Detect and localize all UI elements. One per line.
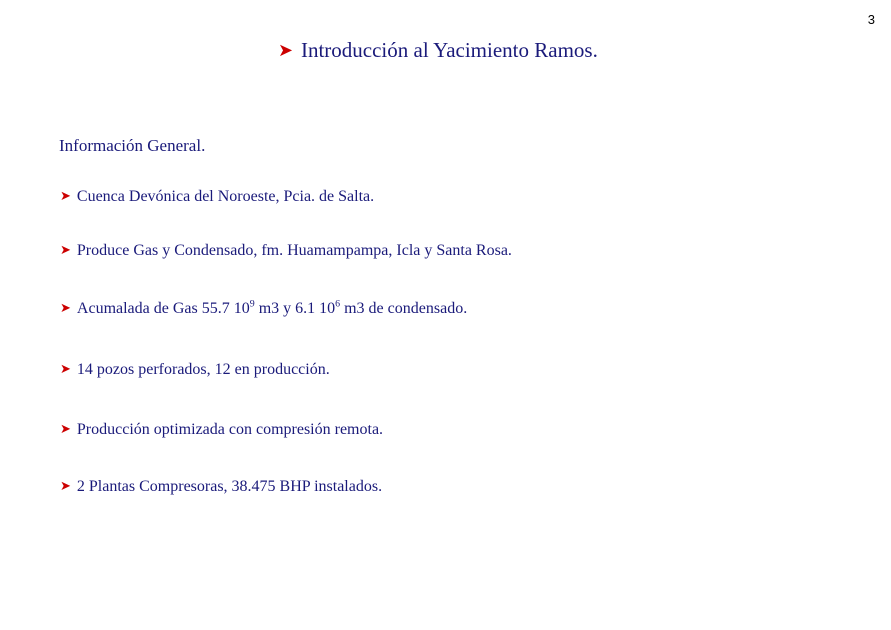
bullet-item [60, 361, 330, 379]
arrowhead-right-icon: ➤ [60, 301, 71, 316]
bullet-text: Produce Gas y Condensado, fm. Huamampampa, Icla y Santa Rosa. [76, 242, 512, 259]
page-number: 3 [867, 12, 875, 27]
bullet-text: 14 pozos perforados, 12 en producción. [76, 361, 330, 378]
bullet-item [60, 300, 467, 318]
bullet-text: Cuenca Devónica del Noroeste, Pcia. de Salta. [76, 188, 375, 205]
bullet-item [60, 188, 374, 206]
bullet-text-part: m3 y 6.1 10 [254, 300, 336, 317]
arrowhead-right-icon: ➤ [278, 40, 293, 61]
slide-title-text: Introducción al Yacimiento Ramos. [300, 38, 598, 62]
bullet-item [60, 478, 382, 496]
bullet-text: 2 Plantas Compresoras, 38.475 BHP instalados. [76, 478, 383, 495]
exponent: 9 [249, 298, 255, 310]
arrowhead-right-icon: ➤ [60, 362, 71, 377]
bullet-text: Producción optimizada con compresión remota. [76, 421, 384, 438]
bullet-text-part: m3 de condensado. [340, 300, 468, 317]
exponent: 6 [335, 298, 341, 310]
slide-title [278, 38, 598, 63]
arrowhead-right-icon: ➤ [60, 479, 71, 494]
bullet-item [60, 242, 512, 260]
arrowhead-right-icon: ➤ [60, 243, 71, 258]
arrowhead-right-icon: ➤ [60, 189, 71, 204]
bullet-item [60, 421, 383, 439]
section-heading: Información General. [59, 136, 206, 155]
bullet-text-part: Acumalada de Gas 55.7 10 [76, 300, 250, 317]
arrowhead-right-icon: ➤ [60, 422, 71, 437]
